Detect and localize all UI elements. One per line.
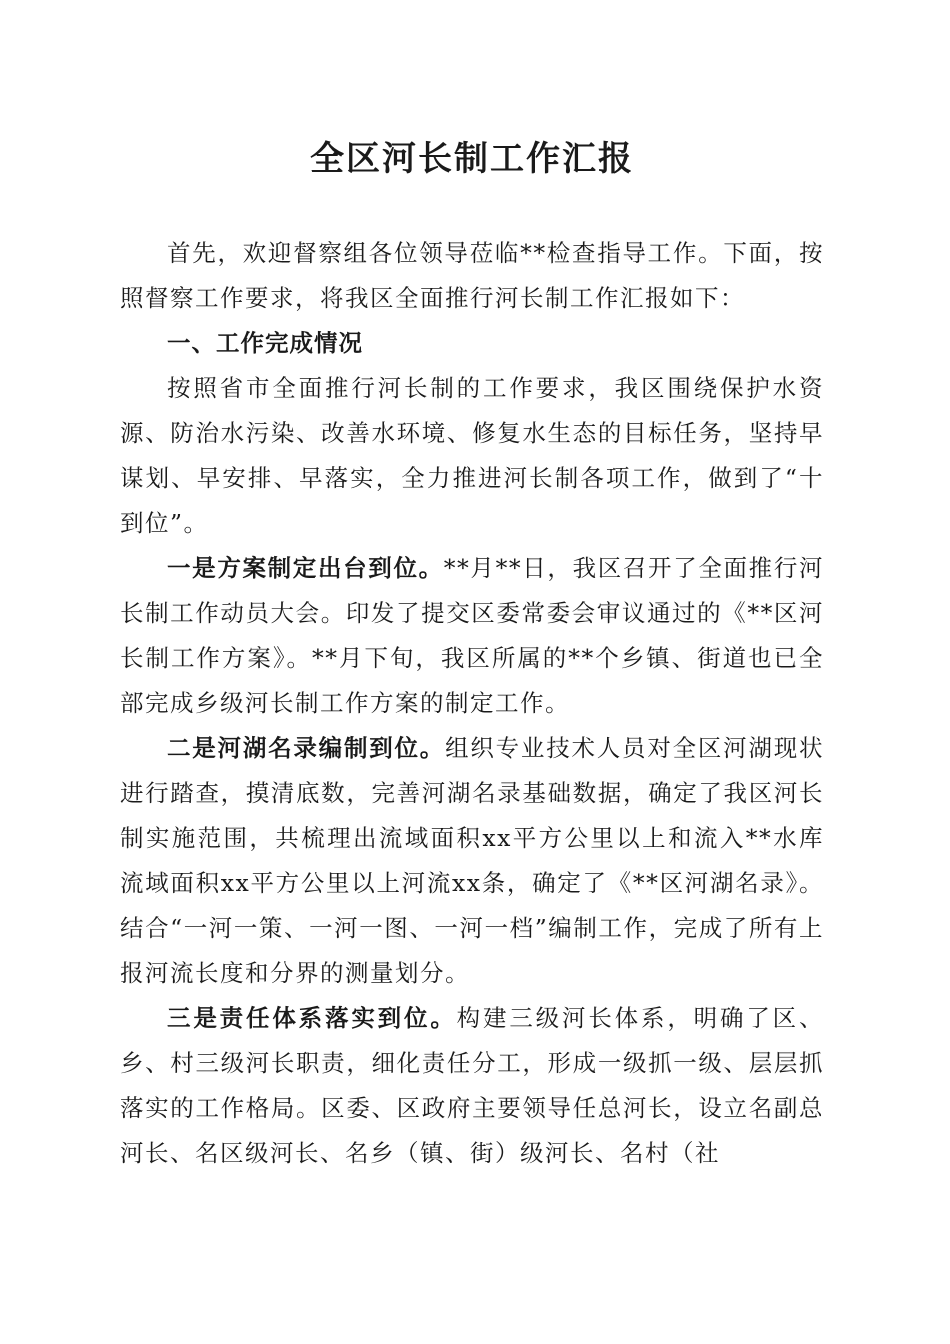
item-paragraph-3 xyxy=(120,996,824,1176)
item-paragraph-2 xyxy=(120,726,824,996)
section-intro-paragraph: 按照省市全面推行河长制的工作要求，我区围绕保护水资源、防治水污染、改善水环境、修复水生态的目标任务，坚持早谋划、早安排、早落实，全力推进河长制各项工作，做到了“十到位”。 xyxy=(120,374,824,537)
item-text-3: 构建三级河长体系，明确了区、乡、村三级河长职责，细化责任分工，形成一级抓一级、层层抓落实的工作格局。区委、区政府主要领导任总河长，设立名副总河长、名区级河长、名乡（镇、街）级河长、名村（社 xyxy=(120,1004,825,1167)
document-body xyxy=(120,231,824,1176)
item-lead-3: 三是责任体系落实到位。 xyxy=(167,1004,457,1032)
item-lead-2: 二是河湖名录编制到位。 xyxy=(167,734,446,762)
intro-paragraph: 首先，欢迎督察组各位领导莅临**检查指导工作。下面，按照督察工作要求，将我区全面推行河长制工作汇报如下： xyxy=(120,239,824,312)
item-text-1: **月**日，我区召开了全面推行河长制工作动员大会。印发了提交区委常委会审议通过的《**区河长制工作方案》。**月下旬，我区所属的**个乡镇、街道也已全部完成乡级河长制工作方案的制定工作。 xyxy=(120,554,825,717)
item-lead-1: 一是方案制定出台到位。 xyxy=(167,554,444,582)
section-heading: 一、工作完成情况 xyxy=(167,329,363,357)
item-paragraph-1 xyxy=(120,546,824,726)
item-text-2: 组织专业技术人员对全区河湖现状进行踏查，摸清底数，完善河湖名录基础数据，确定了我区河长制实施范围，共梳理出流域面积xx平方公里以上和流入**水库流域面积xx平方公里以上河流xx条，确定了《**区河湖名录》。结合“一河一策、一河一图、一河一档”编制工作，完成了所有上报河流长度和分界的测量划分。 xyxy=(120,734,825,987)
document-title: 全区河长制工作汇报 xyxy=(310,139,634,179)
